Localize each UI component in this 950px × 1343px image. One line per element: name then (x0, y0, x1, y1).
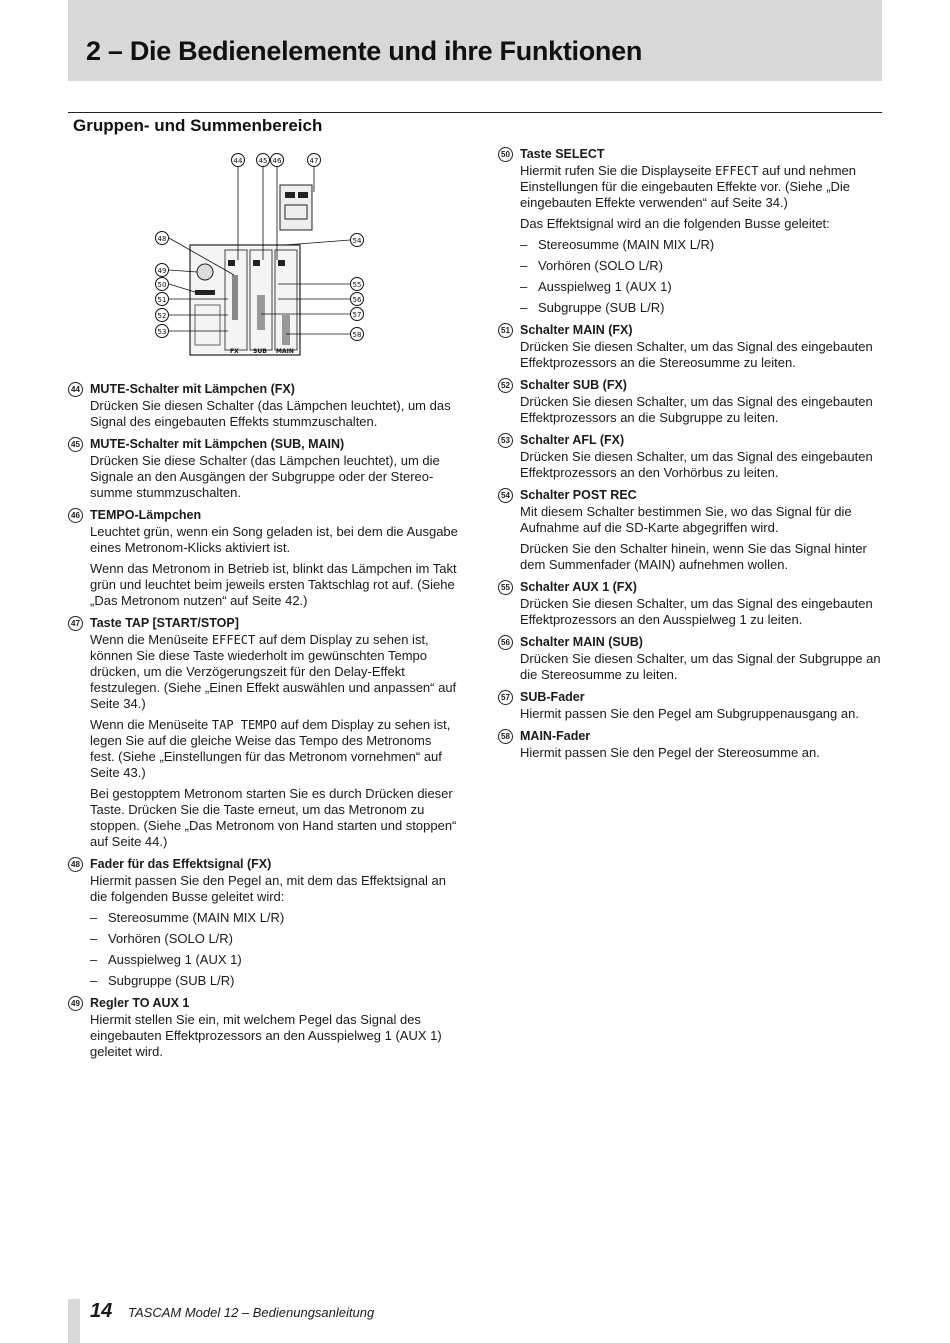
item-56: 56 Schalter MAIN (SUB) Drücken Sie diesen Schalter, um das Signal der Subgruppe an die Stereosumme zu leiten. (498, 634, 883, 683)
footer-bar (68, 1299, 80, 1343)
svg-text:55: 55 (352, 281, 362, 289)
svg-text:56: 56 (352, 296, 362, 304)
svg-text:52: 52 (157, 312, 167, 320)
svg-text:50: 50 (157, 281, 167, 289)
svg-text:49: 49 (157, 267, 167, 275)
callout-left (156, 232, 169, 338)
svg-text:53: 53 (157, 328, 167, 336)
svg-text:51: 51 (157, 296, 167, 304)
svg-text:44: 44 (233, 157, 243, 165)
footer-title: TASCAM Model 12 – Bedienungsanleitung (128, 1305, 375, 1320)
mixer-panel-illustration (150, 150, 370, 360)
item-53: 53 Schalter AFL (FX) Drücken Sie diesen Schalter, um das Signal des eingebauten Effektprozessors an den Vorhörbus zu leiten. (498, 432, 883, 481)
item-54: 54 Schalter POST REC Mit diesem Schalter bestimmen Sie, wo das Signal für die Aufnahme auf die SD-Karte abgegriffen wird. Drücken Sie den Schalter hinein, wenn Sie das Signal hinter dem Summenfader (MAIN) aufnehmen wollen. (498, 487, 883, 573)
item-49: 49 Regler TO AUX 1 Hiermit stellen Sie ein, mit welchem Pegel das Signal des eingebauten Effektprozessors an den Ausspielweg 1 (AUX 1) geleitet wird. (68, 995, 458, 1060)
svg-text:47: 47 (309, 157, 319, 165)
svg-text:MAIN: MAIN (276, 348, 294, 355)
svg-text:58: 58 (352, 331, 362, 339)
right-column (498, 146, 883, 767)
svg-text:57: 57 (352, 311, 362, 319)
callout-right (351, 234, 364, 341)
svg-text:54: 54 (352, 237, 362, 245)
page-number: 14 (90, 1300, 113, 1322)
chapter-title: 2 – Die Bedienelemente und ihre Funktionen (86, 36, 643, 66)
callout-top (232, 154, 321, 167)
item-52: 52 Schalter SUB (FX) Drücken Sie diesen Schalter, um das Signal des eingebauten Effektprozessors an die Subgruppe zu leiten. (498, 377, 883, 426)
item-50: 50 Taste SELECT Hiermit rufen Sie die Displayseite EFFECT auf und nehmen Einstellungen für die eingebauten Effekte vor. (Siehe „Die eingebauten Effekte verwenden“ auf Seite 34.) Das Effektsignal wird an die folgenden Busse geleitet: – Stereosumme (MAIN MIX L/R) – Vorhören (SOLO L/R) – Ausspielweg 1 (AUX 1) – Subgruppe (SUB L/R) (498, 146, 883, 316)
item-45: 45 MUTE-Schalter mit Lämpchen (SUB, MAIN) Drücken Sie diese Schalter (das Lämpchen leuchtet), um die Signale an den Ausgängen der Subgruppe oder der Stereosumme stummzuschalten. (68, 436, 458, 501)
item-48: 48 Fader für das Effektsignal (FX) Hiermit passen Sie den Pegel an, mit dem das Effektsignal an die folgenden Busse geleitet wird: – Stereosumme (MAIN MIX L/R) – Vorhören (SOLO L/R) – Ausspielweg 1 (AUX 1) – Subgruppe (SUB L/R) (68, 856, 458, 989)
item-46: 46 TEMPO-Lämpchen Leuchtet grün, wenn ein Song geladen ist, bei dem die Ausgabe eines Metronom-Klicks aktiviert ist. Wenn das Metronom in Betrieb ist, blinkt das Lämpchen im Takt grün und leuchtet beim jeweils ersten Taktschlag rot auf. (Siehe „Das Metronom nutzen“ auf Seite 42.) (68, 507, 458, 609)
item-44: 44 MUTE-Schalter mit Lämpchen (FX) Drücken Sie diesen Schalter (das Lämpchen leuchtet), um das Signal des eingebauten Effekts stummzuschalten. (68, 381, 458, 430)
svg-text:SUB: SUB (253, 348, 267, 355)
svg-text:45: 45 (258, 157, 268, 165)
section-rule (68, 112, 882, 113)
svg-text:46: 46 (272, 157, 282, 165)
section-title: Gruppen- und Summenbereich (73, 116, 323, 135)
item-57: 57 SUB-Fader Hiermit passen Sie den Pegel am Subgruppenausgang an. (498, 689, 883, 722)
item-47: 47 Taste TAP [START/STOP] Wenn die Menüseite EFFECT auf dem Display zu sehen ist, können Sie diese Taste wiederholt im gewünschten Tempo drücken, um die Verzögerungszeit für den Delay-Effekt festzulegen. (Siehe „Einen Effekt auswählen und anpassen“ auf Seite 34.) Wenn die Menüseite TAP TEMPO auf dem Display zu sehen ist, legen Sie auf die gleiche Weise das Tempo des Metronoms fest. (Siehe „Einstellungen für das Metronom vornehmen“ auf Seite 43.) Bei gestopptem Metronom starten Sie es durch Drücken dieser Taste. Drücken Sie die Taste erneut, um das Metronom zu stoppen. (Siehe „Das Metronom von Hand starten und stoppen“ auf Seite 44.) (68, 615, 458, 850)
item-55: 55 Schalter AUX 1 (FX) Drücken Sie diesen Schalter, um das Signal des eingebauten Effektprozessors an den Ausspielweg 1 zu leiten. (498, 579, 883, 628)
item-51: 51 Schalter MAIN (FX) Drücken Sie diesen Schalter, um das Signal des eingebauten Effektprozessors an die Stereosumme zu leiten. (498, 322, 883, 371)
svg-text:48: 48 (157, 235, 167, 243)
left-column (68, 381, 458, 1066)
svg-text:FX: FX (230, 348, 239, 355)
item-58: 58 MAIN-Fader Hiermit passen Sie den Pegel der Stereosumme an. (498, 728, 883, 761)
